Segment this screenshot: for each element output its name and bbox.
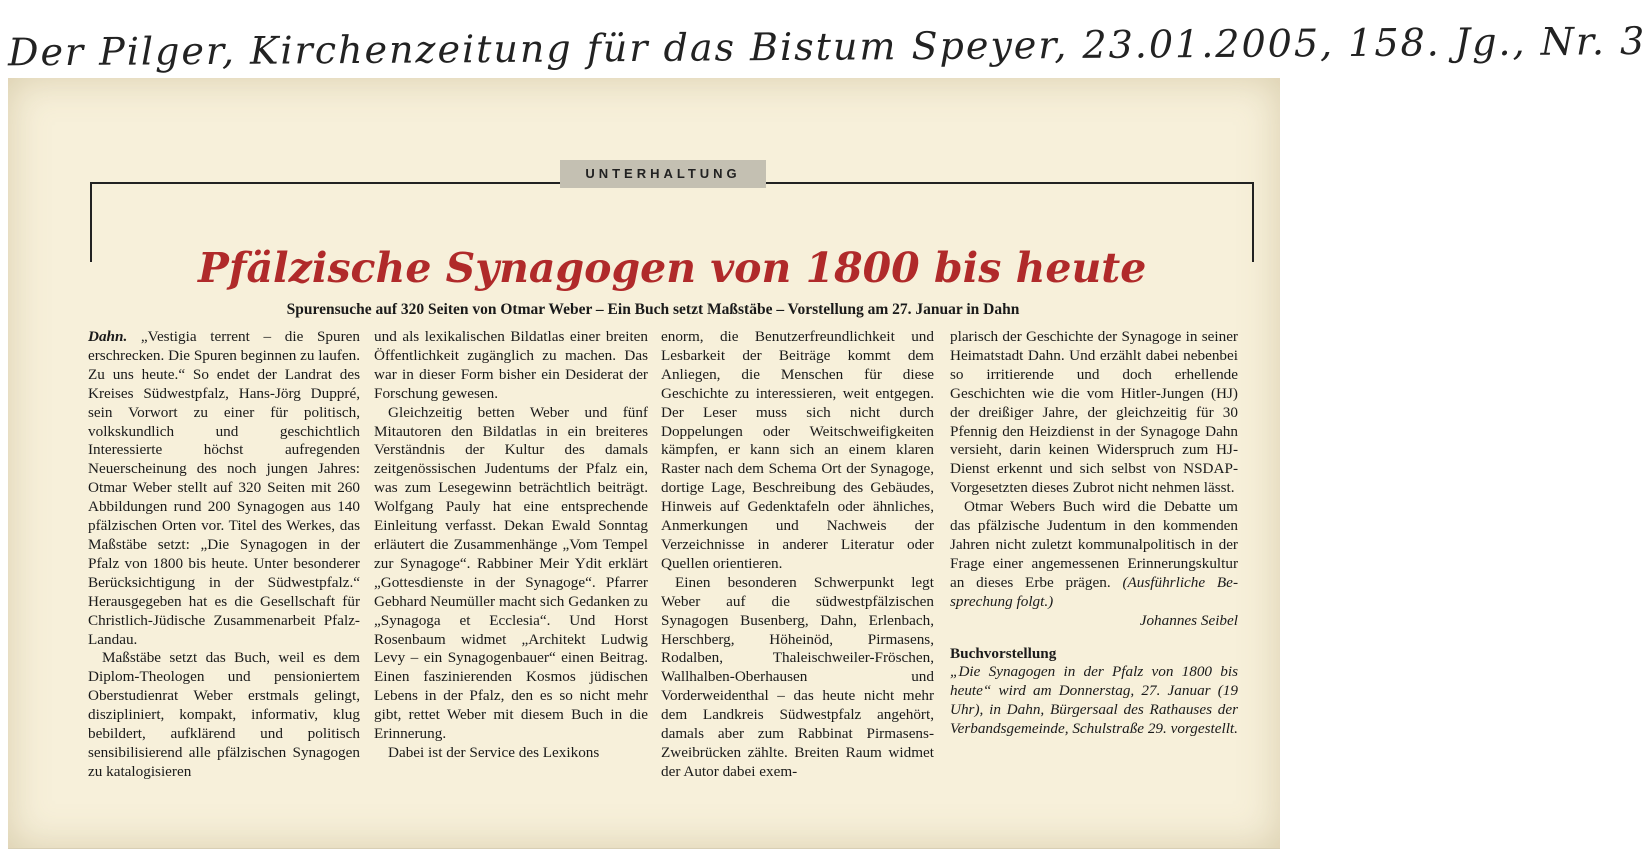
dateline: Dahn. — [88, 328, 128, 345]
paragraph: Maßstäbe setzt das Buch, weil es dem Diplom-Theologen und pensioniertem Oberstudienrat Weber erstmals gelingt, diszipliniert, kompakt, informativ, klug bebildert, aufklärend und politisch sensibilisierend alle pfälzischen Synagogen zu katalogisieren — [88, 649, 360, 780]
paragraph: enorm, die Benutzerfreundlichkeit und Lesbarkeit der Beiträge kommt dem Anliegen, die Menschen für diese Geschichte zu interessieren, weit entgegen. Der Leser muss sich nicht durch Doppelungen oder Weitschweifigkeiten kämpfen, er kann sich an einem klaren Raster nach dem Schema Ort der Synagoge, dortige Lage, Beschreibung des Gebäudes, Hinweis auf Gedenktafeln oder ähnliches, Anmerkungen und Nachweis der Verzeichnisse in anderer Literatur oder Quellen orientieren. — [661, 328, 934, 572]
paragraph-text: Otmar Webers Buch wird die Debatte um das pfälzische Judentum in den kommenden Jahren nicht zuletzt kommunalpolitisch in der Frage einer angemessenen Erinnerungskultur an dieses Erbe prägen. — [950, 498, 1238, 591]
event-box-text: „Die Synagogen in der Pfalz von 1800 bis heute“ wird am Donnerstag, 27. Januar (19 Uhr), in Dahn, Bürgersaal des Rathauses der Verbandsgemeinde, Schulstraße 29. vorgestellt. — [950, 663, 1238, 738]
paragraph-text: „Vestigia terrent – die Spuren erschrecken. Die Spuren beginnen zu laufen. Zu uns heute.“ So endet der Landrat des Kreises Südwestpfalz, Hans-Jörg Duppré, sein Vorwort zu einer für politisch, volkskundlich und geschichtlich Interessierte höchst aufregenden Neuerscheinung des noch jungen Jahres: Otmar Weber stellt auf 320 Seiten mit 260 Abbildungen rund 200 Synagogen aus 140 pfälzischen Orten vor. Titel des Werkes, das Maßstäbe setzt: „Die Synagogen in der Pfalz von 1800 bis heute. Unter besonderer Berücksichtigung in der Südwestpfalz.“ Herausgegeben hat es die Gesellschaft für Christlich-Jüdische Zusammenarbeit Pfalz-Landau. — [88, 328, 360, 648]
paragraph — [950, 498, 1238, 611]
handwritten-source-note: Der Pilger, Kirchenzeitung für das Bistum Speyer, 23.01.2005, 158. Jg., Nr. 3 — [7, 18, 1646, 75]
article-headline: Pfälzische Synagogen von 1800 bis heute — [198, 244, 1147, 292]
article-column-4 — [950, 328, 1238, 848]
paragraph: plarisch der Geschichte der Synagoge in seiner Heimatstadt Dahn. Und erzählt dabei nebenbei so irritierende und doch erhellende Geschichten wie die vom Hitler-Jungen (HJ) der dreißiger Jahre, der gleichzeitig für 30 Pfennig den Heizdienst in der Synagoge Dahn versieht, darin keinen Widerspruch zum HJ-Dienst erkennt und sich selbst von NSDAP-Vorgesetzten dieses Zubrot nicht nehmen lässt. — [950, 328, 1238, 497]
paragraph: Einen besonderen Schwerpunkt legt Weber auf die südwestpfälzischen Synagogen Busenberg, Dahn, Erlenbach, Herschberg, Höheinöd, Pirmasens, Rodalben, Thaleischweiler-Fröschen, Wallhalben-Oberhausen und Vorderweidenthal – das heute nicht mehr dem Landkreis Südwestpfalz angehört, damals aber zum Rabbinat Pirmasens-Zweibrücken zählte. Breiten Raum widmet der Autor dabei exem- — [661, 573, 934, 780]
article-column-2 — [374, 328, 648, 848]
event-box-title: Buchvorstellung — [950, 644, 1057, 662]
article-subheadline: Spurensuche auf 320 Seiten von Otmar Weber – Ein Buch setzt Maßstäbe – Vorstellung am 27. Januar in Dahn — [286, 301, 1020, 318]
section-rubric: UNTERHALTUNG — [560, 160, 766, 188]
article-column-1 — [88, 328, 360, 848]
article-column-3 — [661, 328, 934, 848]
paragraph: und als lexikalischen Bildatlas einer breiten Öffentlichkeit zugänglich zu machen. Das war in dieser Form bisher ein Desiderat der Forschung gewesen. — [374, 328, 648, 402]
newspaper-clipping — [8, 78, 1280, 849]
paragraph: Dabei ist der Service des Lexikons — [388, 743, 600, 761]
review-note: (Ausführliche Besprechung folgt.) — [950, 573, 1238, 610]
article-author: Johannes Seibel — [1139, 611, 1238, 629]
paragraph: Gleichzeitig betten Weber und fünf Mitautoren den Bildatlas in ein breiteres Verständnis der Kultur des damals zeitgenössischen Judentums der Pfalz ein, was zum Lesegewinn beträchtlich beiträgt. Wolfgang Pauly hat eine entsprechende Einleitung verfasst. Dekan Ewald Sonntag erläutert die Zusammenhänge „Vom Tempel zur Synagoge“. Rabbiner Meir Ydit erklärt „Gottesdienste in der Synagoge“. Pfarrer Gebhard Neumüller macht sich Gedanken zu „Synagoga et Ecclesia“. Und Horst Rosenbaum widmet „Architekt Ludwig Levy – ein Synagogenbauer“ einen Beitrag. Einen faszinierenden Kosmos jüdischen Lebens in der Pfalz, den es so nicht mehr gibt, rettet Weber mit diesem Buch in die Erinnerung. — [374, 403, 648, 743]
paragraph — [88, 328, 360, 649]
